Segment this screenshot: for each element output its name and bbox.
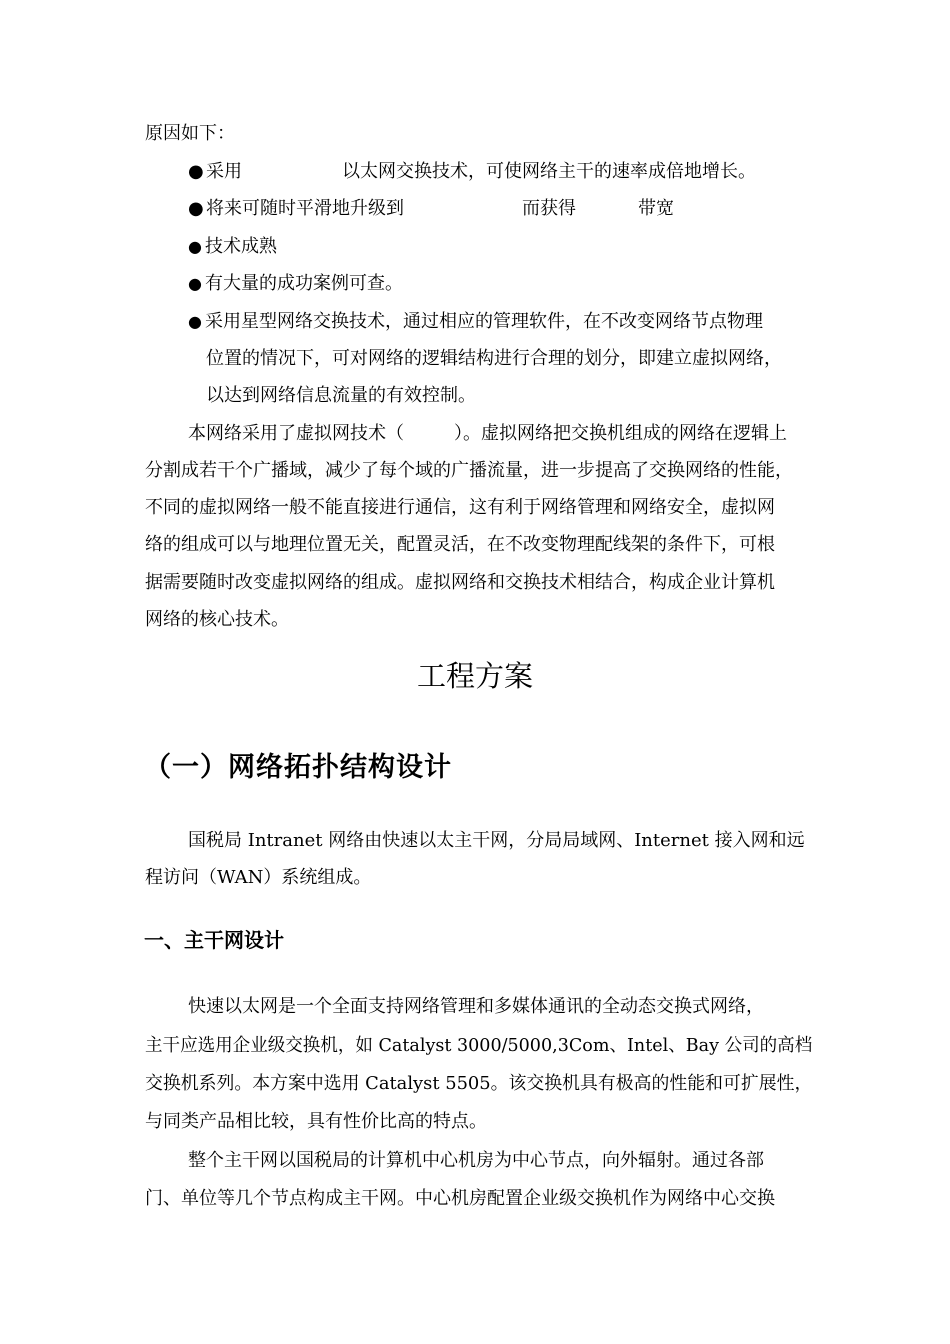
bullet-item <box>188 160 808 184</box>
paragraph-line: 据需要随时改变虚拟网络的组成。虚拟网络和交换技术相结合，构成企业计算机 <box>145 572 775 593</box>
bullet-text: 采用星型网络交换技术，通过相应的管理软件，在不改变网络节点物理 <box>205 311 763 332</box>
bullet-text: 带宽 <box>638 198 674 219</box>
paragraph-line <box>188 422 808 446</box>
paragraph-line: 国税局 Intranet 网络由快速以太主干网，分局局域网、Internet 接入网和远 <box>188 830 805 851</box>
paragraph-line: 与同类产品相比较，具有性价比高的特点。 <box>145 1111 487 1132</box>
paragraph-line: 快速以太网是一个全面支持网络管理和多媒体通讯的全动态交换式网络， <box>188 996 764 1017</box>
bullet-continuation: 以达到网络信息流量的有效控制。 <box>206 385 476 406</box>
paragraph-line: 络的组成可以与地理位置无关，配置灵活，在不改变物理配线架的条件下，可根 <box>145 534 775 555</box>
bullet-item <box>188 197 808 221</box>
bullet-text: 有大量的成功案例可查。 <box>205 273 403 294</box>
paragraph-line: 网络的核心技术。 <box>145 609 289 630</box>
paragraph-text: ）。虚拟网络把交换机组成的网络在逻辑上 <box>454 423 787 444</box>
bullet-item <box>188 272 403 296</box>
topology-heading: （一）网络拓扑结构设计 <box>144 752 452 783</box>
bullet-dot: ● <box>188 161 204 182</box>
backbone-heading: 一、主干网设计 <box>144 928 284 952</box>
paragraph-line: 程访问（WAN）系统组成。 <box>145 867 372 888</box>
section-title: 工程方案 <box>416 659 533 693</box>
bullet-item <box>188 310 763 334</box>
paragraph-line: 主干应选用企业级交换机，如 Catalyst 3000/5000,3Com、Intel、Bay 公司的高档 <box>145 1035 813 1056</box>
paragraph-line: 分割成若干个广播域，减少了每个域的广播流量，进一步提高了交换网络的性能， <box>145 460 793 481</box>
bullet-text: 采用 <box>206 161 242 182</box>
bullet-dot: ● <box>188 312 202 331</box>
bullet-dot: ● <box>188 274 202 293</box>
bullet-text: 技术成熟 <box>205 236 277 257</box>
paragraph-line: 交换机系列。本方案中选用 Catalyst 5505。该交换机具有极高的性能和可扩展性， <box>145 1073 813 1094</box>
paragraph-line: 整个主干网以国税局的计算机中心机房为中心节点，向外辐射。通过各部 <box>188 1150 764 1171</box>
bullet-text: 而获得 <box>522 198 576 219</box>
paragraph-line: 门、单位等几个节点构成主干网。中心机房配置企业级交换机作为网络中心交换 <box>145 1188 775 1209</box>
bullet-dot: ● <box>188 237 202 256</box>
intro-line: 原因如下： <box>145 123 235 144</box>
bullet-item <box>188 235 277 259</box>
paragraph-line: 不同的虚拟网络一般不能直接进行通信，这有利于网络管理和网络安全，虚拟网 <box>145 497 775 518</box>
paragraph-text: 本网络采用了虚拟网技术（ <box>188 423 404 444</box>
bullet-text: 将来可随时平滑地升级到 <box>206 198 404 219</box>
bullet-text: 以太网交换技术，可使网络主干的速率成倍地增长。 <box>342 161 756 182</box>
bullet-dot: ● <box>188 198 204 219</box>
bullet-continuation: 位置的情况下，可对网络的逻辑结构进行合理的划分，即建立虚拟网络， <box>206 348 782 369</box>
